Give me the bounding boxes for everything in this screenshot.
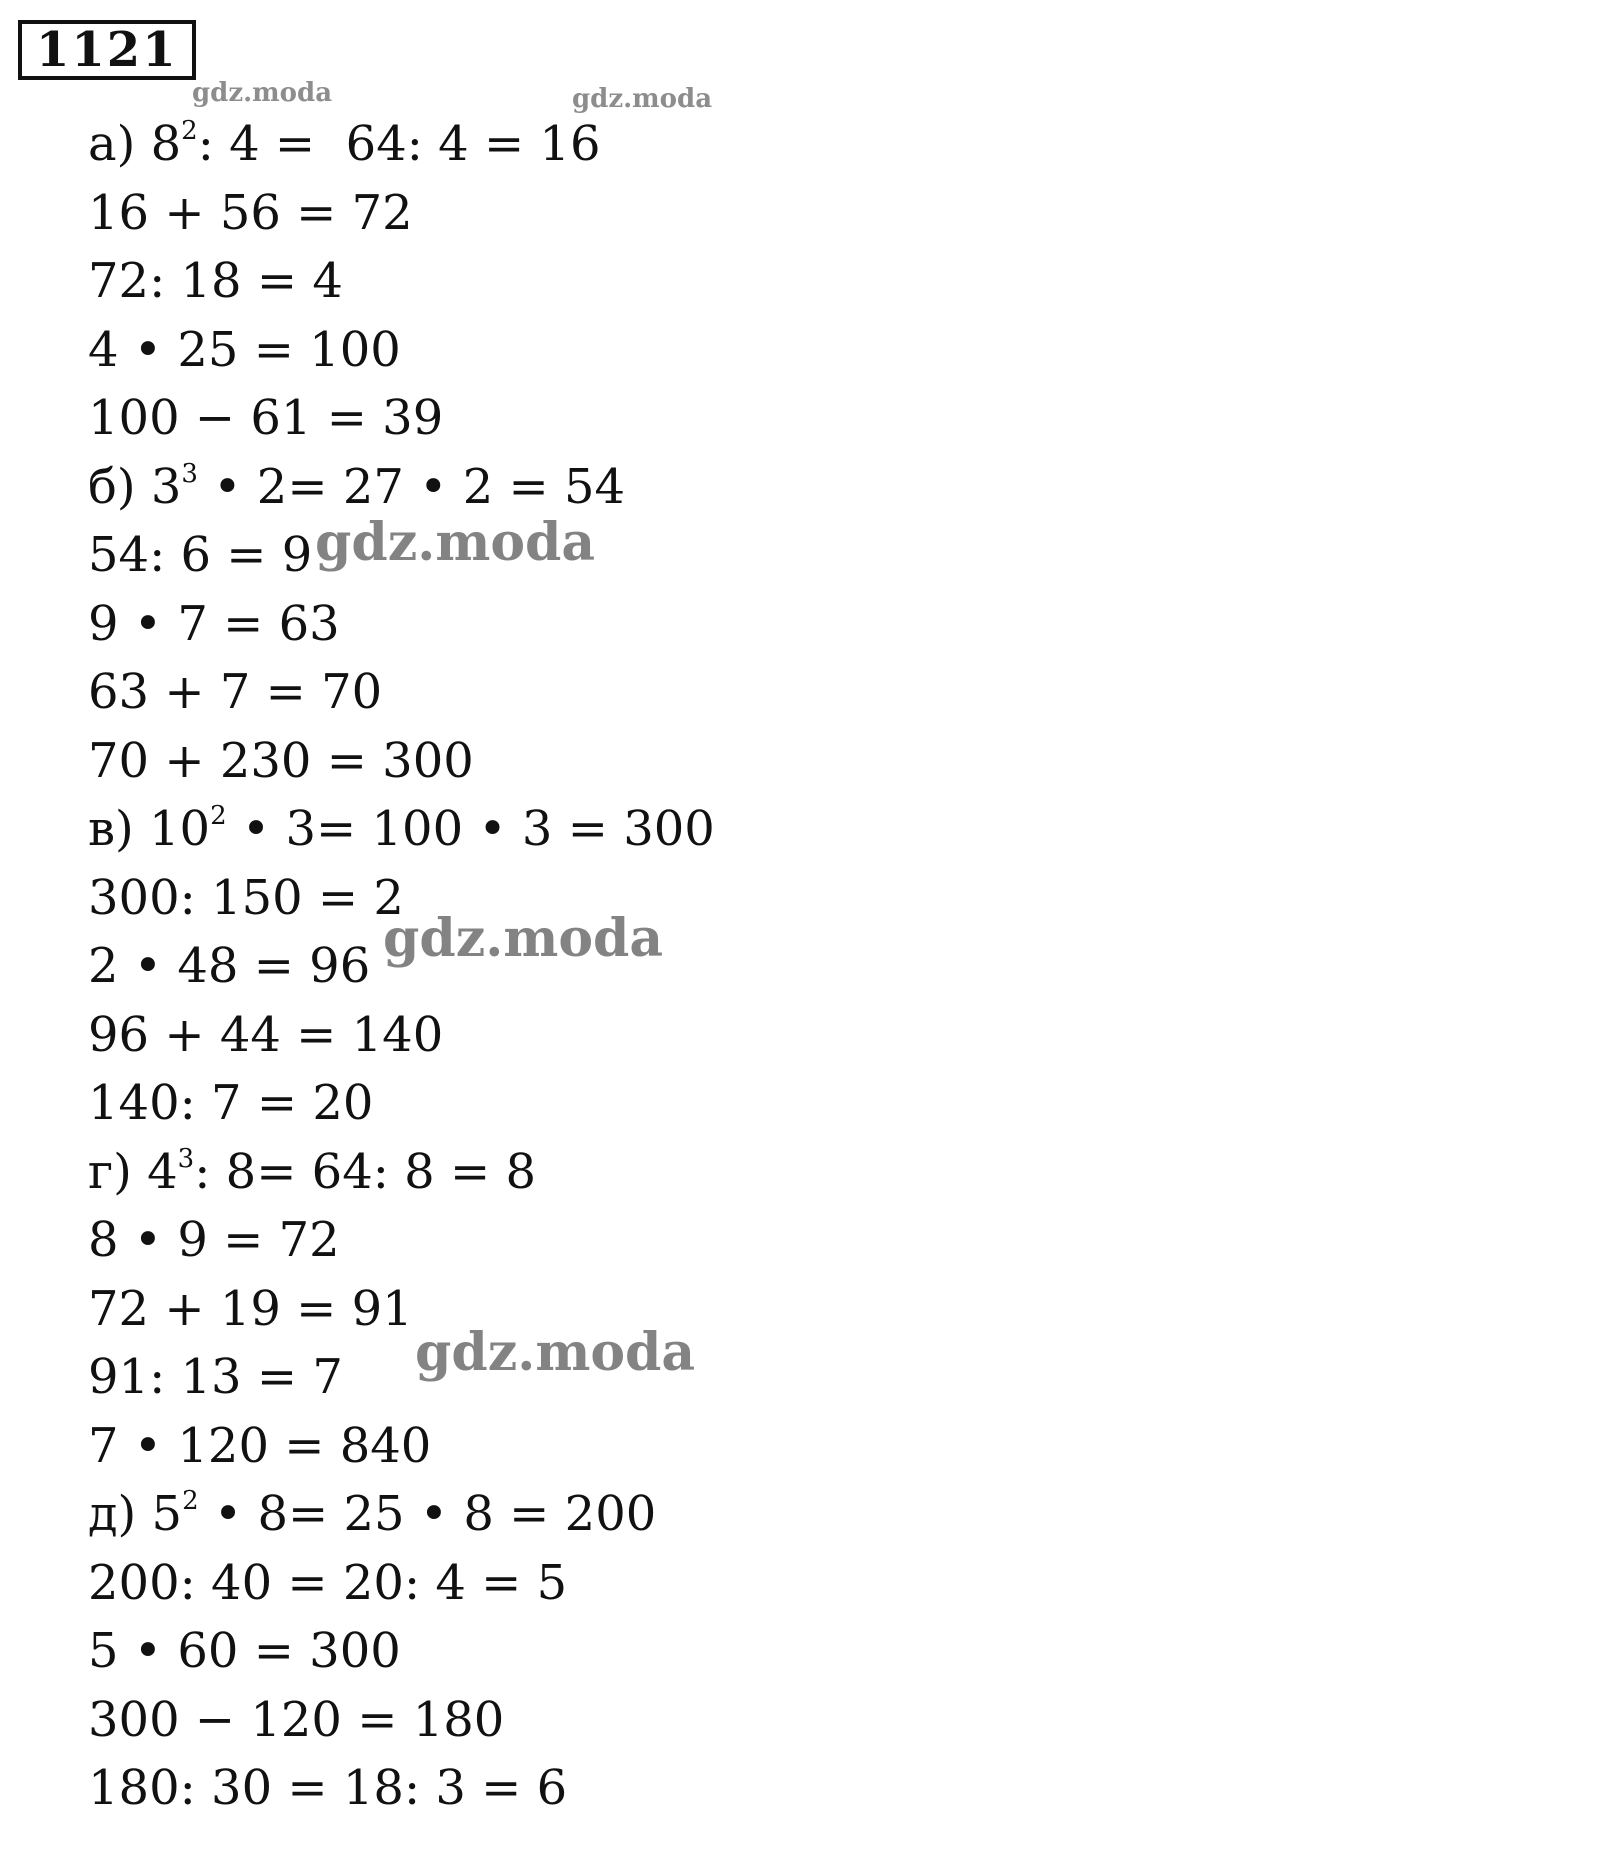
solution-line: д) $5^2$ • 8= 25 • 8 = 200 bbox=[88, 1486, 657, 1542]
solution-line: 72 + 19 = 91 bbox=[88, 1280, 413, 1337]
watermark: gdz.moda bbox=[192, 78, 333, 108]
watermark: gdz.moda bbox=[383, 908, 664, 969]
solution-line: 4 • 25 = 100 bbox=[88, 321, 401, 378]
solution-line: б) $3^3$ • 2= 27 • 2 = 54 bbox=[88, 458, 626, 515]
task-number: 1121 bbox=[36, 22, 178, 78]
solution-line: 5 • 60 = 300 bbox=[88, 1623, 401, 1679]
solution-line: 180: 30 = 18: 3 = 6 bbox=[88, 1760, 568, 1816]
solution-line: а) $8^2$: 4 = 64: 4 = 16 bbox=[88, 116, 601, 172]
solution-line: 200: 40 = 20: 4 = 5 bbox=[88, 1554, 568, 1611]
task-number-box bbox=[18, 20, 196, 80]
solution-line: 140: 7 = 20 bbox=[88, 1075, 374, 1131]
solution-line: 100 − 61 = 39 bbox=[88, 390, 444, 446]
solution-line: 16 + 56 = 72 bbox=[88, 184, 413, 241]
solution-line: 63 + 7 = 70 bbox=[88, 664, 383, 720]
solution-line: 9 • 7 = 63 bbox=[88, 595, 340, 652]
solution-line: 300: 150 = 2 bbox=[88, 869, 404, 926]
solution-line: 7 • 120 = 840 bbox=[88, 1417, 432, 1474]
solution-line: 72: 18 = 4 bbox=[88, 253, 343, 309]
solution-line: 70 + 230 = 300 bbox=[88, 732, 474, 789]
watermark: gdz.moda bbox=[415, 1322, 696, 1383]
solution-lines bbox=[88, 110, 1388, 1823]
solution-line: 2 • 48 = 96 bbox=[88, 938, 371, 994]
solution-line: 91: 13 = 7 bbox=[88, 1349, 343, 1405]
solution-line: 300 − 120 = 180 bbox=[88, 1691, 505, 1748]
watermark: gdz.moda bbox=[572, 84, 713, 114]
solution-line: 96 + 44 = 140 bbox=[88, 1006, 444, 1063]
solution-line: 54: 6 = 9 bbox=[88, 527, 313, 583]
watermark: gdz.moda bbox=[315, 512, 596, 573]
solution-line: в) $10^2$ • 3= 100 • 3 = 300 bbox=[88, 801, 715, 857]
solution-line: г) $4^3$: 8= 64: 8 = 8 bbox=[88, 1143, 536, 1200]
solution-line: 8 • 9 = 72 bbox=[88, 1212, 340, 1268]
